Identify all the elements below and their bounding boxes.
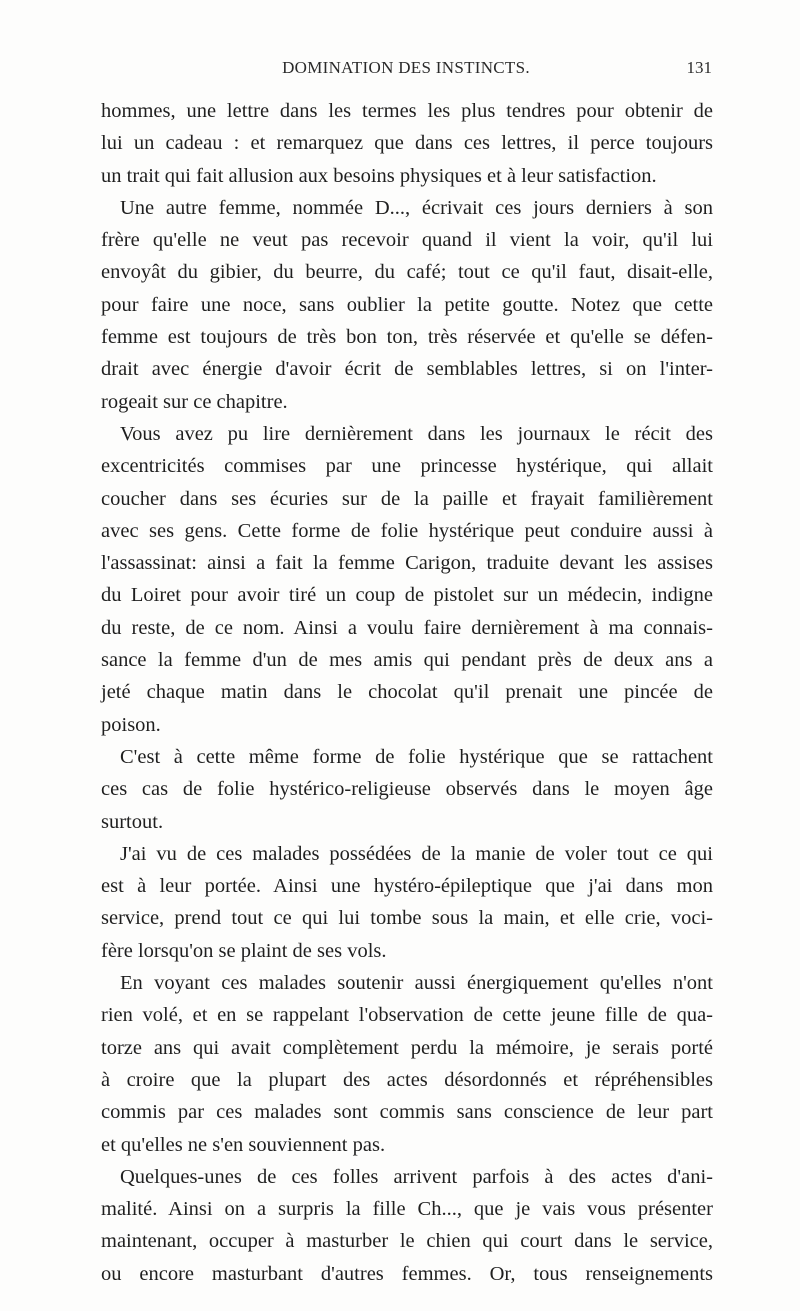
body-text: [101, 95, 713, 1290]
text-line: drait avec énergie d'avoir écrit de semblables lettres, si on l'inter-: [101, 358, 713, 381]
text-line: ou encore masturbant d'autres femmes. Or, tous renseignements: [101, 1262, 713, 1285]
text-line: pour faire une noce, sans oublier la petite goutte. Notez que cette: [101, 293, 713, 316]
text-line: hommes, une lettre dans les termes les plus tendres pour obtenir de: [101, 100, 713, 122]
text-line: rien volé, et en se rappelant l'observation de cette jeune fille de qua-: [101, 1004, 713, 1027]
text-line: surtout.: [101, 810, 164, 833]
text-line: fère lorsqu'on se plaint de ses vols.: [101, 939, 387, 962]
text-line: l'assassinat: ainsi a fait la femme Carigon, traduite devant les assises: [101, 552, 713, 575]
text-line: rogeait sur ce chapitre.: [101, 390, 288, 413]
text-line: jeté chaque matin dans le chocolat qu'il prenait une pincée de: [101, 681, 713, 704]
text-line: lui un cadeau : et remarquez que dans ces lettres, il perce toujours: [101, 132, 713, 155]
text-line: du reste, de ce nom. Ainsi a voulu faire dernièrement à ma connais-: [101, 616, 713, 639]
text-line: ces cas de folie hystérico-religieuse observés dans le moyen âge: [101, 778, 713, 801]
text-line: du Loiret pour avoir tiré un coup de pistolet sur un médecin, indigne: [101, 584, 713, 607]
text-line: coucher dans ses écuries sur de la paille et frayait familièrement: [101, 487, 713, 510]
text-line: à croire que la plupart des actes désordonnés et répréhensibles: [101, 1068, 713, 1091]
text-line: un trait qui fait allusion aux besoins physiques et à leur satisfaction.: [101, 164, 657, 187]
text-line: excentricités commises par une princesse hystérique, qui allait: [101, 455, 713, 478]
page-number: 131: [686, 58, 712, 77]
text-line: et qu'elles ne s'en souviennent pas.: [101, 1133, 386, 1156]
text-line: C'est à cette même forme de folie hystérique que se rattachent: [120, 745, 713, 768]
running-header: [100, 58, 712, 82]
text-line: frère qu'elle ne veut pas recevoir quand il vient la voir, qu'il lui: [101, 229, 713, 252]
text-line: Quelques-unes de ces folles arrivent parfois à des actes d'ani-: [120, 1165, 713, 1188]
text-line: service, prend tout ce qui lui tombe sous la main, et elle crie, voci-: [101, 907, 713, 930]
text-line: femme est toujours de très bon ton, très réservée et qu'elle se défen-: [101, 326, 713, 349]
text-line: torze ans qui avait complètement perdu la mémoire, je serais porté: [101, 1036, 713, 1059]
text-line: commis par ces malades sont commis sans conscience de leur part: [101, 1101, 713, 1124]
text-line: maintenant, occuper à masturber le chien qui court dans le service,: [101, 1230, 713, 1253]
text-line: Une autre femme, nommée D..., écrivait ces jours derniers à son: [120, 196, 713, 219]
text-line: En voyant ces malades soutenir aussi énergiquement qu'elles n'ont: [120, 972, 713, 995]
text-line: est à leur portée. Ainsi une hystéro-épileptique que j'ai dans mon: [101, 875, 713, 898]
text-line: J'ai vu de ces malades possédées de la manie de voler tout ce qui: [120, 842, 713, 865]
running-title: DOMINATION DES INSTINCTS.: [282, 58, 530, 77]
text-line: malité. Ainsi on a surpris la fille Ch..., que je vais vous présenter: [101, 1198, 713, 1221]
text-line: sance la femme d'un de mes amis qui pendant près de deux ans a: [101, 649, 713, 672]
text-line: envoyât du gibier, du beurre, du café; tout ce qu'il faut, disait-elle,: [101, 261, 713, 284]
text-line: poison.: [101, 713, 161, 736]
text-line: avec ses gens. Cette forme de folie hystérique peut conduire aussi à: [101, 519, 713, 542]
text-line: Vous avez pu lire dernièrement dans les journaux le récit des: [120, 422, 713, 445]
